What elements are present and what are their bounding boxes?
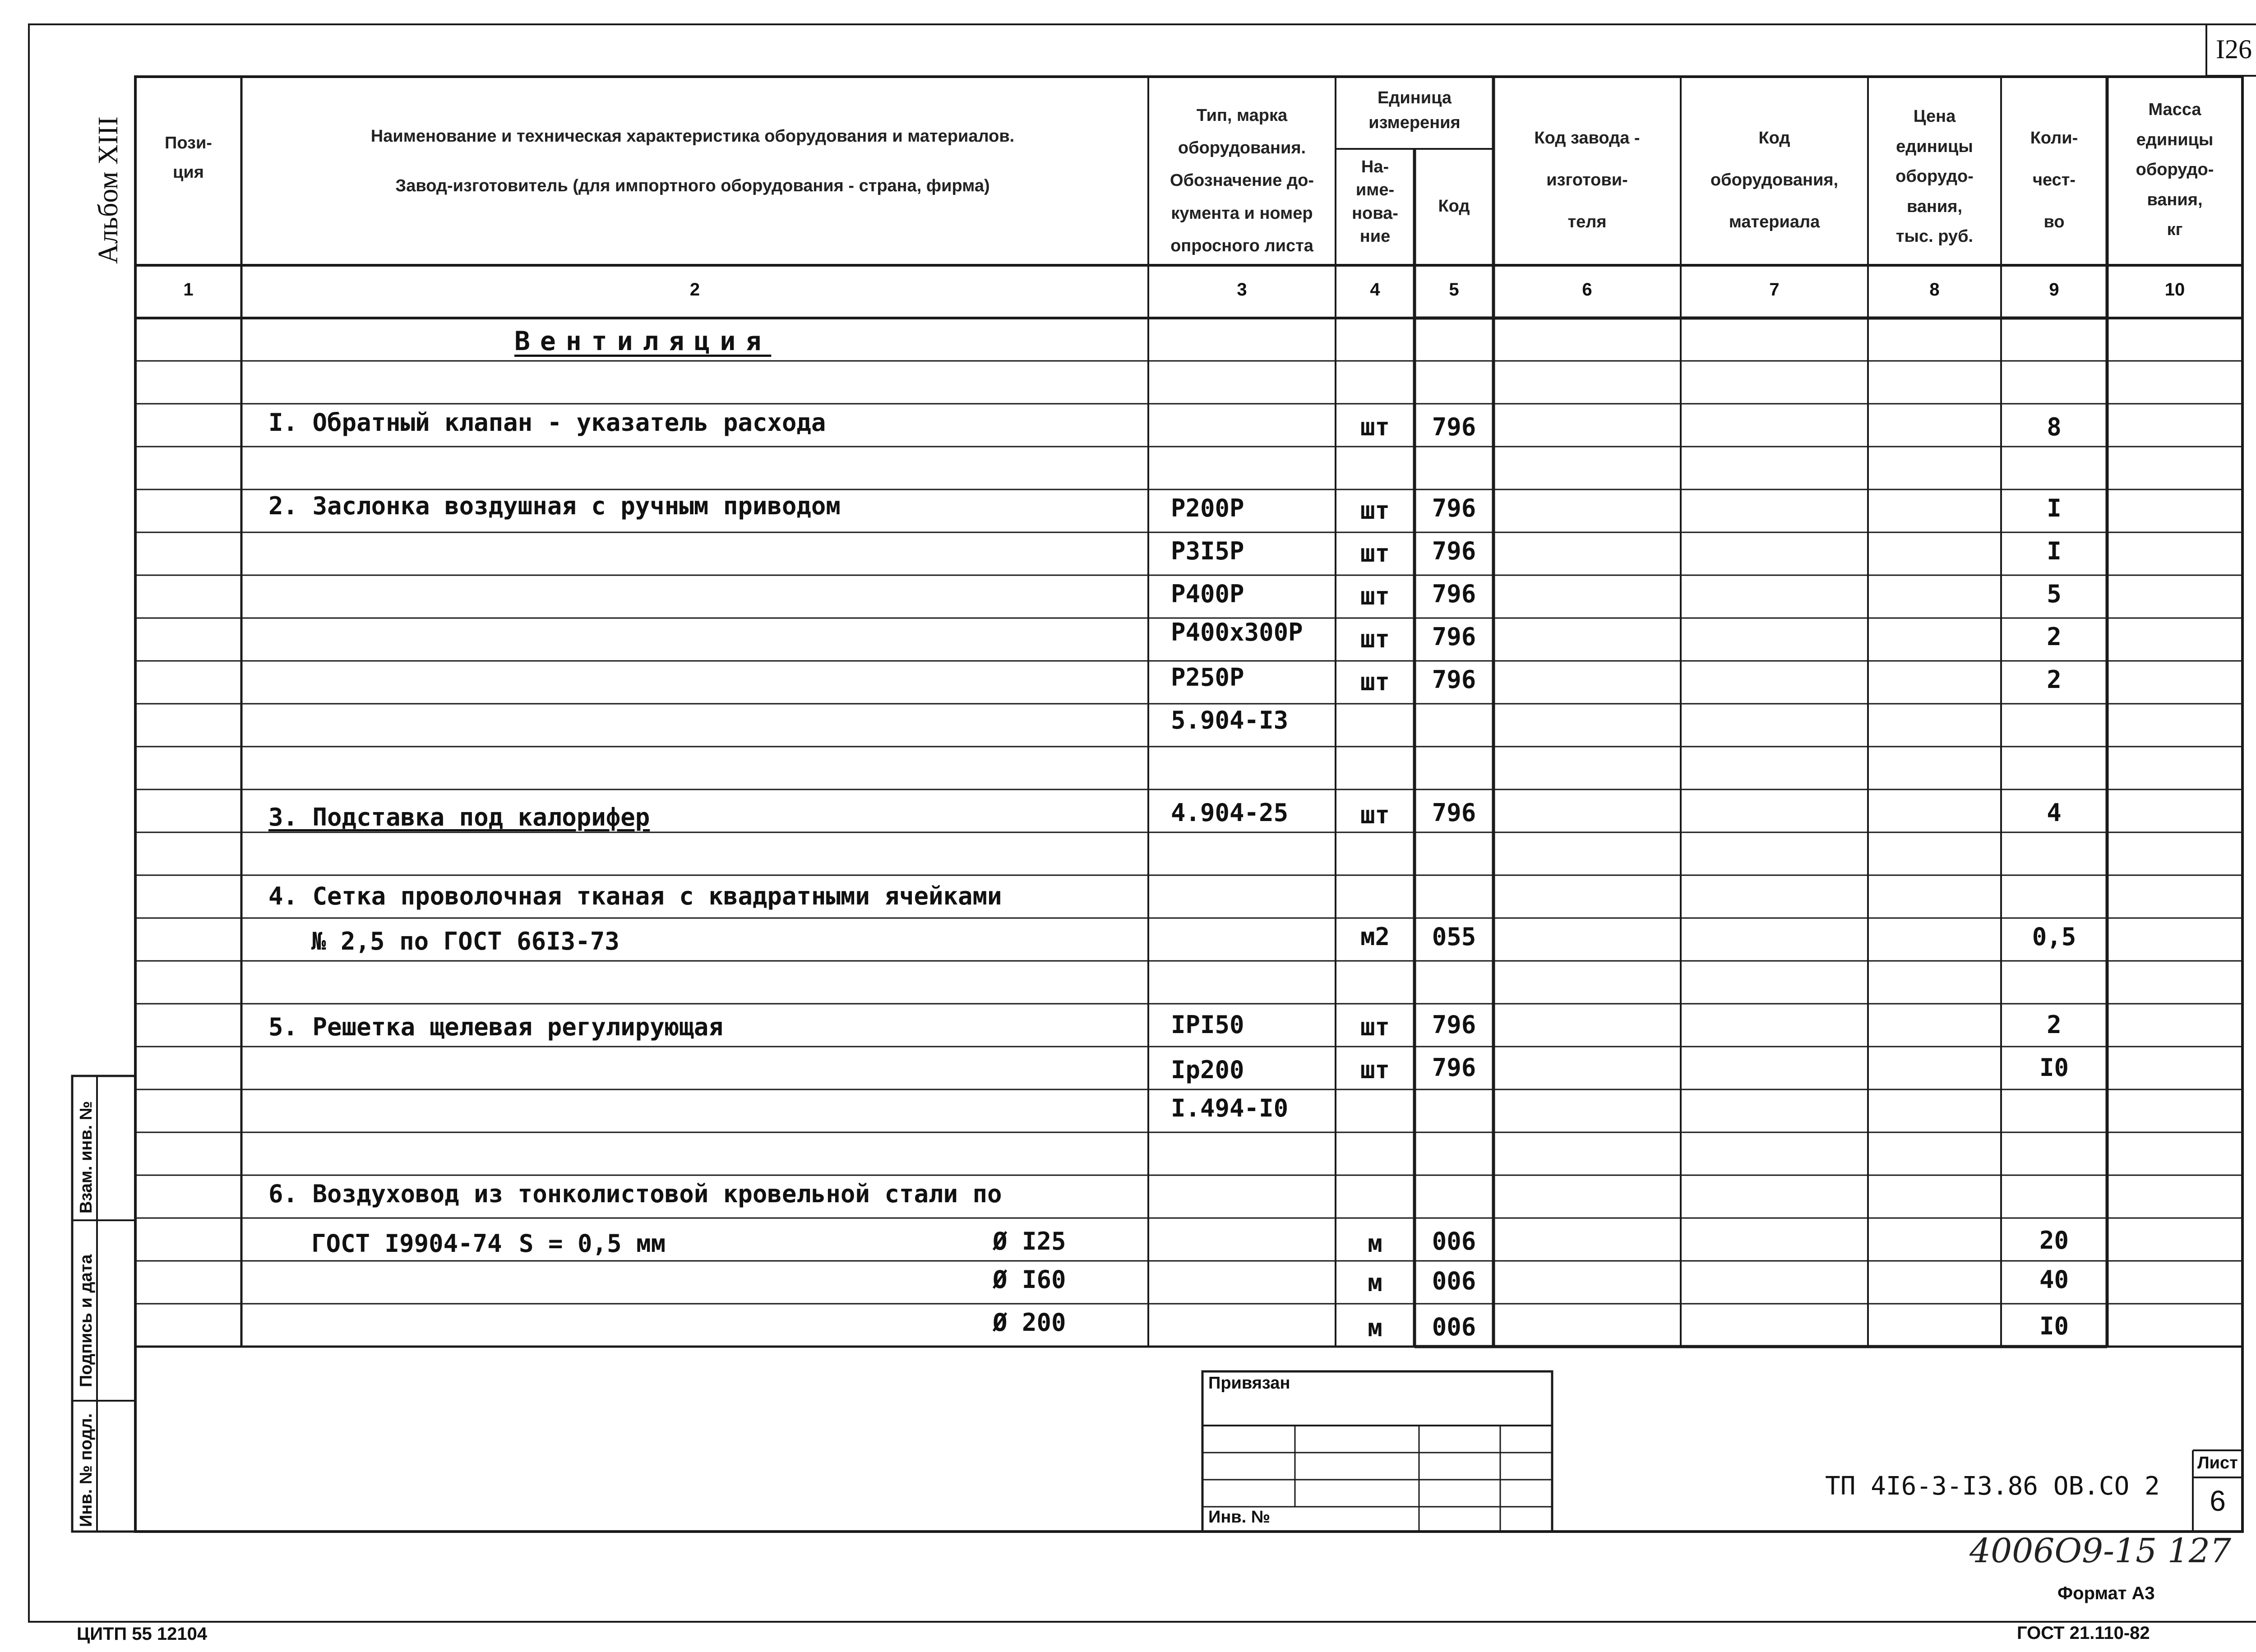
row-code: 796	[1432, 623, 1476, 651]
sheet-label: Лист	[2197, 1454, 2238, 1472]
row-qty: 8	[2047, 413, 2062, 441]
section-title: Вентиляция	[514, 326, 772, 356]
header-col-quantity: Коли- чест- во	[2030, 129, 2078, 232]
row-code: 796	[1432, 413, 1476, 441]
row-unit: шт	[1360, 1013, 1390, 1041]
row-type: P250P	[1171, 663, 1244, 692]
header-col-unit-group: Единица измерения	[1368, 88, 1461, 133]
row-name: 2. Заслонка воздушная с ручным приводом	[268, 492, 841, 520]
row-diameter: Ø 200	[993, 1308, 1066, 1337]
row-type: I.494-I0	[1171, 1094, 1289, 1122]
row-unit: м2	[1360, 923, 1390, 951]
row-type: IPI50	[1171, 1011, 1244, 1039]
colnum-3: 3	[1237, 280, 1247, 300]
album-label: Альбом XIII	[93, 116, 124, 264]
row-code: 796	[1432, 537, 1476, 565]
header-col-mass: Масса единицы оборудо- вания, кг	[2136, 100, 2214, 239]
row-diameter: Ø I25	[993, 1227, 1066, 1255]
row-type: P400P	[1171, 580, 1244, 608]
row-qty: 2	[2047, 1011, 2062, 1039]
header-col-price: Цена единицы оборудо- вания, тыс. руб.	[1895, 107, 1974, 246]
row-name: ГОСТ I9904-74	[311, 1229, 502, 1258]
row-unit: м	[1368, 1314, 1382, 1342]
row-name: 3. Подставка под калорифер	[268, 803, 650, 831]
row-code: 006	[1432, 1227, 1476, 1255]
row-unit: шт	[1360, 1056, 1390, 1084]
row-qty: 2	[2047, 665, 2062, 694]
colnum-4: 4	[1370, 280, 1380, 300]
footer-format: Формат А3	[2057, 1583, 2155, 1603]
row-unit: шт	[1360, 582, 1390, 610]
page-number: I26	[2205, 23, 2256, 77]
footer-left: ЦИТП 55 12104	[77, 1624, 208, 1644]
row-name: 4. Сетка проволочная тканая с квадратными ячейками	[268, 882, 1002, 910]
row-qty: 5	[2047, 580, 2062, 608]
row-qty: I	[2047, 537, 2062, 565]
row-type: Ip200	[1171, 1056, 1244, 1084]
row-code: 796	[1432, 580, 1476, 608]
row-type: 4.904-25	[1171, 798, 1289, 827]
colnum-8: 8	[1929, 280, 1940, 300]
header-col-equipment-code: Код оборудования, материала	[1710, 129, 1839, 232]
row-code: 006	[1432, 1267, 1476, 1295]
row-code: 006	[1432, 1313, 1476, 1341]
stamp-privyazan: Привязан	[1208, 1374, 1290, 1393]
header-col-plant-code: Код завода - изготови- теля	[1534, 129, 1640, 232]
row-unit: шт	[1360, 801, 1390, 829]
row-code: 055	[1432, 923, 1476, 951]
row-unit: шт	[1360, 668, 1390, 696]
header-col-name-line1: Наименование и техническая характеристика оборудования и материалов.	[370, 127, 1015, 146]
row-qty: 40	[2039, 1265, 2069, 1294]
colnum-2: 2	[689, 280, 700, 300]
row-qty: I0	[2039, 1312, 2069, 1340]
colnum-5: 5	[1449, 280, 1459, 300]
stamp-inv-no: Инв. №	[1208, 1508, 1271, 1527]
row-code: 796	[1432, 798, 1476, 827]
row-name: I. Обратный клапан - указатель расхода	[268, 408, 826, 437]
side-podpis: Подпись и дата	[77, 1254, 96, 1387]
row-code: 796	[1432, 665, 1476, 694]
row-thickness: S = 0,5 мм	[519, 1229, 666, 1258]
sheet-number: 6	[2210, 1485, 2226, 1517]
row-unit: м	[1368, 1229, 1382, 1258]
row-type: P3I5P	[1171, 537, 1244, 565]
header-col-unit-code: Код	[1438, 197, 1470, 216]
row-unit: шт	[1360, 539, 1390, 568]
row-diameter: Ø I60	[993, 1265, 1066, 1294]
header-col-name-line2: Завод-изготовитель (для импортного оборудования - страна, фирма)	[395, 176, 990, 195]
header-col-position: Пози- ция	[165, 134, 212, 182]
row-unit: м	[1368, 1269, 1382, 1297]
row-type: P400x300P	[1171, 618, 1303, 646]
header-col-type: Тип, марка оборудования. Обозначение до- кумента и номер опросного листа	[1170, 106, 1314, 255]
row-unit: шт	[1360, 413, 1390, 441]
row-code: 796	[1432, 1053, 1476, 1082]
colnum-1: 1	[183, 280, 194, 300]
handwritten-note: 4006О9-15 127	[1969, 1532, 2232, 1570]
colnum-6: 6	[1582, 280, 1592, 300]
row-qty: I	[2047, 494, 2062, 522]
row-qty: 0,5	[2032, 923, 2076, 951]
row-code: 796	[1432, 494, 1476, 522]
row-qty: 2	[2047, 623, 2062, 651]
colnum-10: 10	[2164, 280, 2185, 300]
row-type: P200P	[1171, 494, 1244, 522]
side-vzam: Взам. инв. №	[77, 1101, 96, 1214]
colnum-9: 9	[2049, 280, 2059, 300]
row-qty: 4	[2047, 798, 2062, 827]
colnum-7: 7	[1769, 280, 1780, 300]
footer-gost: ГОСТ 21.110-82	[2017, 1623, 2150, 1643]
row-unit: шт	[1360, 496, 1390, 525]
row-unit: шт	[1360, 625, 1390, 653]
row-qty: 20	[2039, 1226, 2069, 1255]
row-code: 796	[1432, 1011, 1476, 1039]
row-name: 5. Решетка щелевая регулирующая	[268, 1013, 723, 1041]
row-qty: I0	[2039, 1053, 2069, 1082]
doc-code: ТП 4I6-3-I3.86 ОВ.СО 2	[1825, 1472, 2160, 1501]
row-name: № 2,5 по ГОСТ 66I3-73	[311, 927, 619, 955]
header-col-unit-name: На- име- нова- ние	[1352, 157, 1398, 246]
row-type: 5.904-I3	[1171, 706, 1289, 734]
side-inv-podl: Инв. № подл.	[77, 1413, 96, 1527]
row-name: 6. Воздуховод из тонколистовой кровельной стали по	[268, 1180, 1002, 1208]
